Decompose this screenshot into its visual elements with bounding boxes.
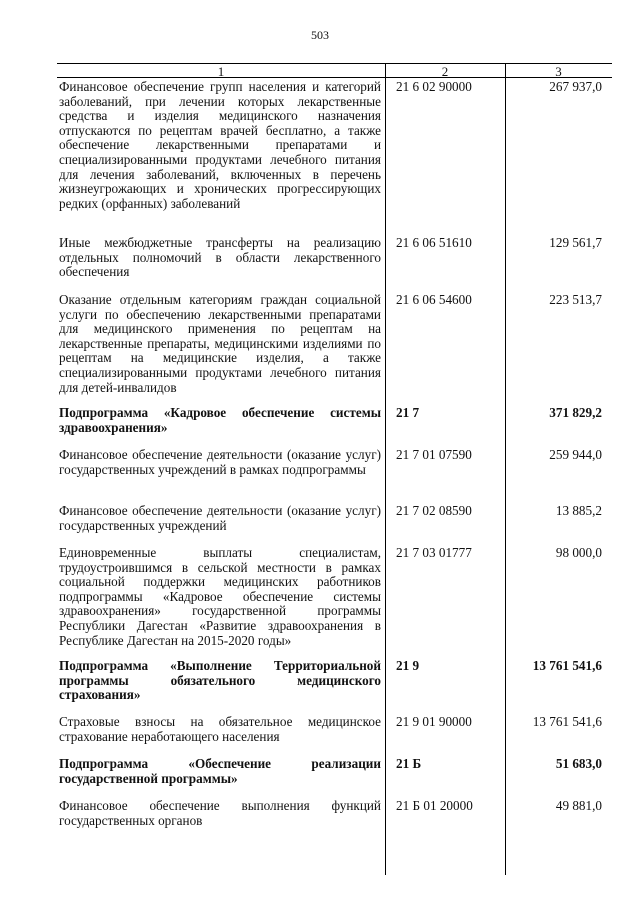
row-amount: 49 881,0 xyxy=(555,798,602,813)
row-code: 21 7 02 08590 xyxy=(396,503,472,518)
column-divider-1 xyxy=(385,63,386,875)
column-header-1: 1 xyxy=(217,64,225,79)
row-amount: 267 937,0 xyxy=(549,79,602,94)
row-name: Финансовое обеспечение деятельности (оказание услуг) государственных учреждений в рамках подпрограммы xyxy=(59,447,381,477)
row-code: 21 7 xyxy=(396,405,420,420)
row-amount: 13 761 541,6 xyxy=(532,714,602,729)
column-divider-2 xyxy=(505,63,506,875)
row-amount: 51 683,0 xyxy=(555,756,602,771)
row-amount: 13 761 541,6 xyxy=(532,658,602,673)
row-name: Финансовое обеспечение групп населения и категорий заболеваний, при лечении которых лекарственные средства и изделия медицинского назначения отпускаются по рецептам врачей бесплатно, а также обеспечение лекарственными препаратами и специализированными продуктами лечебного питания для лечения заболеваний, включенных в перечень жизнеугрожающих и хронических прогрессирующих редких (орфанных) заболеваний xyxy=(59,79,381,211)
row-name: Иные межбюджетные трансферты на реализацию отдельных полномочий в области лекарственного обеспечения xyxy=(59,235,381,280)
row-code: 21 7 01 07590 xyxy=(396,447,472,462)
row-amount: 371 829,2 xyxy=(549,405,602,420)
row-code: 21 6 06 51610 xyxy=(396,235,472,250)
row-name: Единовременные выплаты специалистам, трудоустроившимся в сельской местности в рамках социальной поддержки медицинских работников подпрограммы «Кадровое обеспечение системы здравоохранения» государственной программы Республики Дагестан «Развитие здравоохранения в Республике Дагестан на 2015-2020 годы» xyxy=(59,545,381,648)
row-amount: 223 513,7 xyxy=(549,292,602,307)
column-header-3: 3 xyxy=(555,64,562,79)
row-name: Подпрограмма «Выполнение Территориальной программы обязательного медицинского страхования» xyxy=(59,658,381,703)
row-code: 21 6 02 90000 xyxy=(396,79,472,94)
row-code: 21 7 03 01777 xyxy=(396,545,472,560)
row-code: 21 Б 01 20000 xyxy=(396,798,473,813)
row-amount: 98 000,0 xyxy=(555,545,602,560)
row-amount: 13 885,2 xyxy=(555,503,602,518)
row-code: 21 6 06 54600 xyxy=(396,292,472,307)
row-name: Финансовое обеспечение деятельности (оказание услуг) государственных учреждений xyxy=(59,503,381,533)
row-code: 21 9 01 90000 xyxy=(396,714,472,729)
row-amount: 259 944,0 xyxy=(549,447,602,462)
row-code: 21 9 xyxy=(396,658,420,673)
column-header-2: 2 xyxy=(441,64,449,79)
row-name: Оказание отдельным категориям граждан социальной услуги по обеспечению лекарственными препаратами для медицинского применения по рецептам на лекарственные препараты, медицинскими изделиями по рецептам на медицинские изделия, а также специализированными продуктами лечебного питания для детей-инвалидов xyxy=(59,292,381,395)
row-name: Страховые взносы на обязательное медицинское страхование неработающего населения xyxy=(59,714,381,744)
budget-table xyxy=(57,63,612,875)
row-amount: 129 561,7 xyxy=(549,235,602,250)
row-name: Финансовое обеспечение выполнения функций государственных органов xyxy=(59,798,381,828)
row-name: Подпрограмма «Кадровое обеспечение системы здравоохранения» xyxy=(59,405,381,435)
row-code: 21 Б xyxy=(396,756,422,771)
page-number: 503 xyxy=(311,28,329,42)
row-name: Подпрограмма «Обеспечение реализации государственной программы» xyxy=(59,756,381,786)
